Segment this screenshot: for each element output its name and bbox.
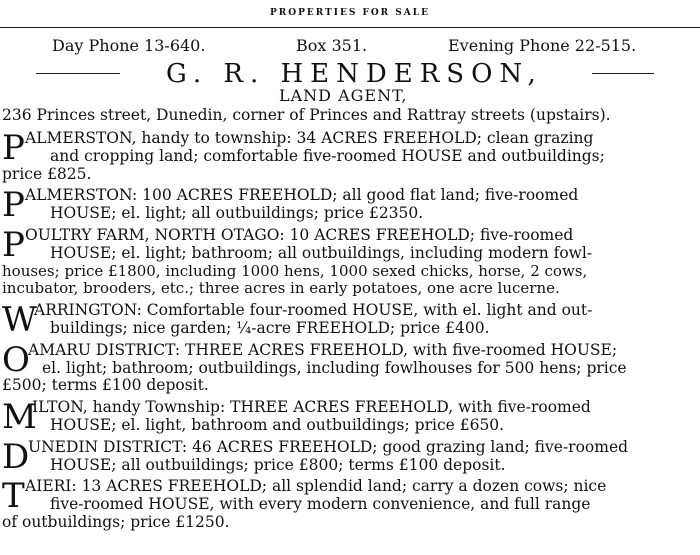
box-number: Box 351. [296,36,368,55]
listing-dunedin-district [2,436,696,477]
listing-palmerston-100-acres [2,185,696,226]
listing-line: ALMERSTON: 100 ACRES FREEHOLD; all good flat land; five-roomed [25,186,579,205]
listing-line: of outbuildings; price £1250. [2,512,230,531]
listing-initial: O [2,339,30,380]
listing-line: houses; price £1800, including 1000 hens, 1000 sexed chicks, horse, 2 cows, [2,261,588,280]
listing-initial: M [2,397,37,438]
listing-line: £500; terms £100 deposit. [2,376,209,395]
section-heading: PROPERTIES FOR SALE [270,8,430,18]
listing-oamaru-district [2,339,696,395]
listing-line: five-roomed HOUSE, with every modern convenience, and full range [50,495,591,514]
listing-line: incubator, brooders, etc.; three acres in early potatoes, one acre lucerne. [2,279,560,298]
listing-line: ARRINGTON: Comfortable four-roomed HOUSE, with el. light and out- [34,301,593,320]
listing-initial: T [2,476,25,517]
listing-milton [2,397,696,438]
listing-palmerston-34-acres [2,130,696,183]
listing-line: HOUSE; el. light, bathroom and outbuildings; price £650. [50,415,505,434]
listing-line: AIERI: 13 ACRES FREEHOLD; all splendid land; carry a dozen cows; nice [25,477,607,496]
listing-taieri [2,478,696,531]
listing-line: buildings; nice garden; ¼-acre FREEHOLD; price £400. [50,318,490,337]
listing-line: UNEDIN DISTRICT: 46 ACRES FREEHOLD; good grazing land; five-roomed [28,437,629,456]
listing-initial: W [2,300,37,341]
listing-line: price £825. [2,164,92,183]
listing-line: ILTON, handy Township: THREE ACRES FREEHOLD, with five-roomed [32,398,591,417]
agent-name: G. R. HENDERSON, [166,59,543,89]
listing-initial: P [2,185,25,226]
listing-line: HOUSE; el. light; bathroom; all outbuildings, including modern fowl- [50,243,593,262]
listings [2,130,696,536]
day-phone: Day Phone 13-640. [52,36,206,55]
agent-address: 236 Princes street, Dunedin, corner of Princes and Rattray streets (upstairs). [2,106,611,124]
right-dash-rule [592,73,654,74]
listing-initial: D [2,436,30,477]
evening-phone: Evening Phone 22-515. [448,36,637,55]
listing-line: AMARU DISTRICT: THREE ACRES FREEHOLD, with five-roomed HOUSE; [28,340,618,359]
left-dash-rule [36,73,120,74]
listing-initial: P [2,128,25,168]
listing-line: el. light; bathroom; outbuildings, including fowlhouses for 500 hens; price [42,358,627,377]
listing-line: OULTRY FARM, NORTH OTAGO: 10 ACRES FREEHOLD; five-roomed [25,225,574,244]
agent-title: LAND AGENT, [279,86,408,105]
listing-line: HOUSE; el. light; all outbuildings; price £2350. [50,204,424,223]
listing-initial: P [2,224,25,265]
listing-line: HOUSE; all outbuildings; price £800; terms £100 deposit. [50,455,506,474]
listing-poultry-farm [2,224,696,298]
listing-line: and cropping land; comfortable five-roomed HOUSE and outbuildings; [50,146,605,165]
listing-line: ALMERSTON, handy to township: 34 ACRES FREEHOLD; clean grazing [25,129,594,147]
heading-rule [0,27,700,28]
listing-warrington [2,300,696,341]
